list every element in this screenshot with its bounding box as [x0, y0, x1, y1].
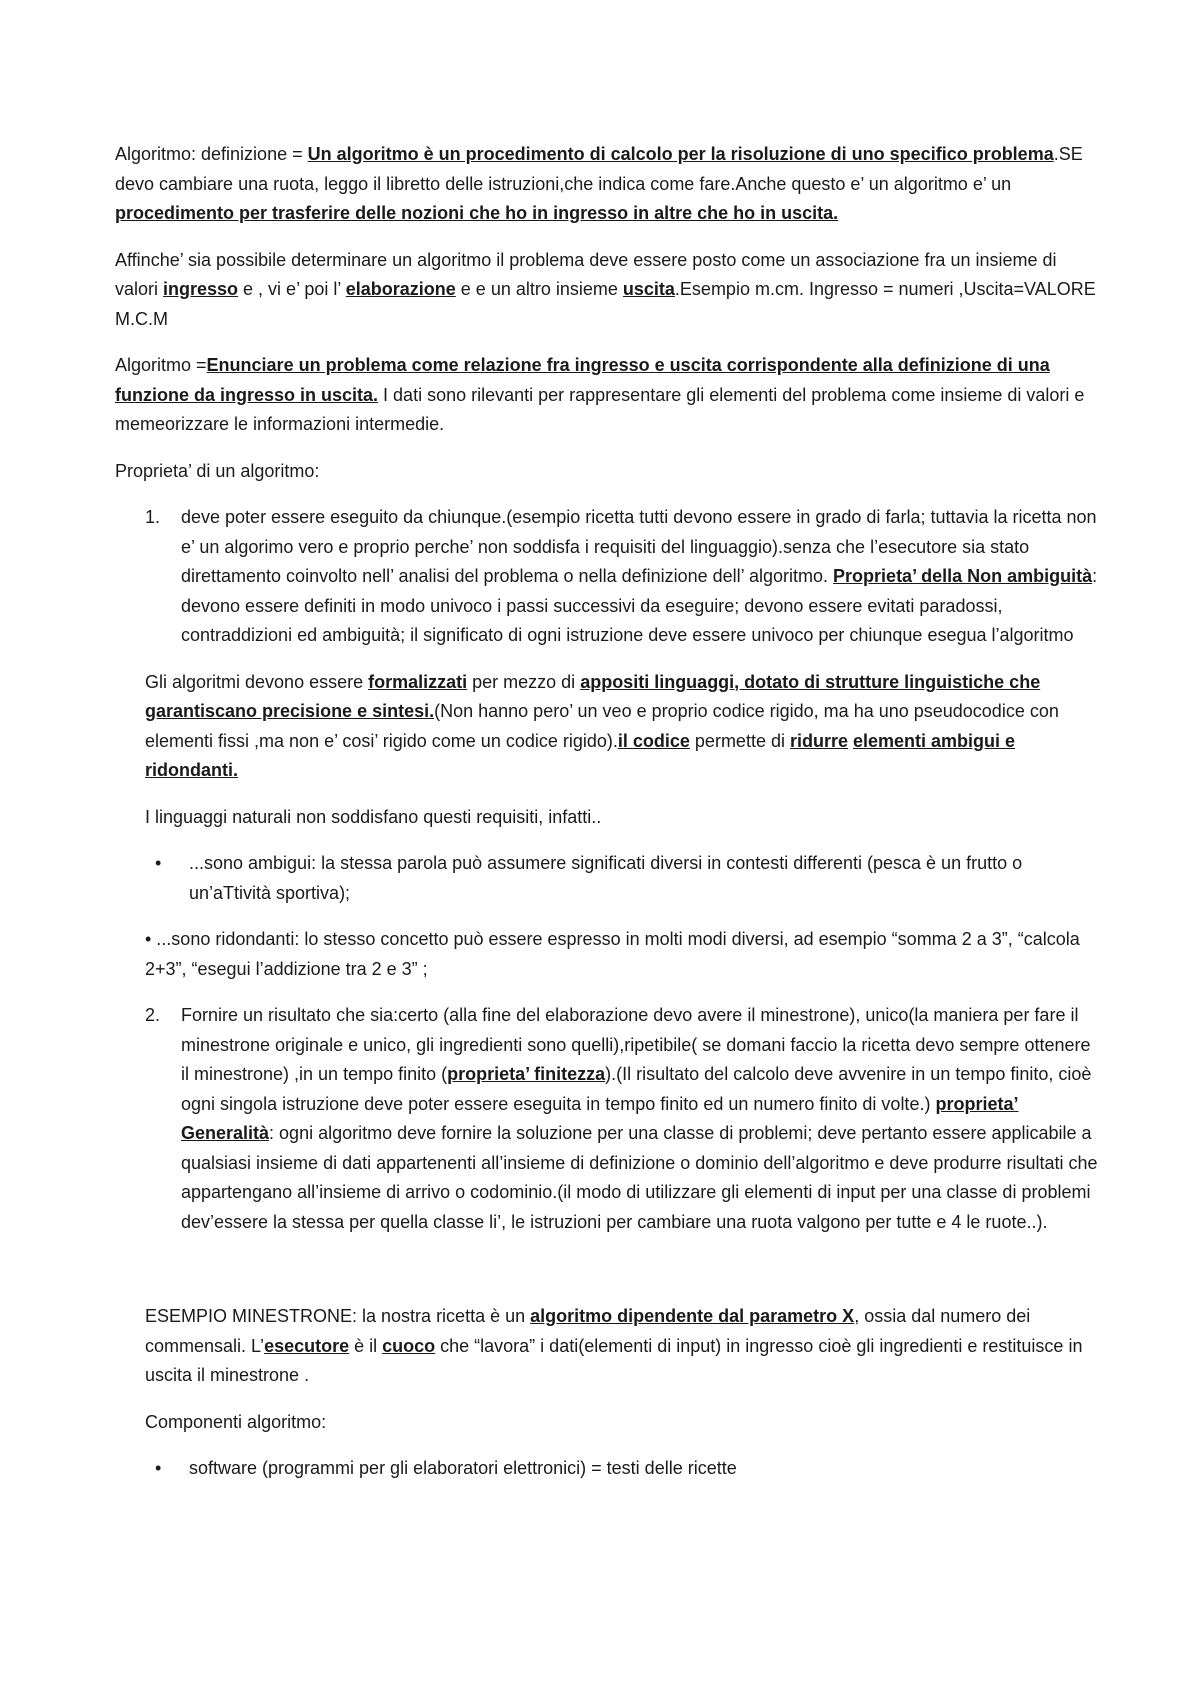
text: (Non hanno pero’ un veo e proprio codice rigido, ma ha uno pseudocodice con elementi fissi ,ma non e’ cosi’ rigido come un codice rigido). [145, 701, 1059, 751]
text: Algoritmo: definizione = [115, 144, 308, 164]
list-number: 1. [145, 507, 161, 527]
bullet-software [115, 1454, 1100, 1484]
text: deve poter essere eseguito da chiunque.(esempio ricetta tutti devono essere in grado di farla; tuttavia la ricetta non e’ un algorimo vero e proprio perche’ non soddisfa i requisiti del linguaggio).senza che l’esecutore sia stato direttamento coinvolto nell’ analisi del problema o nella definizione dell’ algoritmo. [181, 507, 1097, 586]
paragraph-redundant [115, 925, 1100, 984]
list-item-1 [115, 503, 1100, 651]
text: : devono essere definiti in modo univoco i passi successivi da eseguire; devono essere evitati paradossi, contraddizioni ed ambiguità; il significato di ogni istruzione deve essere univoco per chiunque esegua l’algoritmo [181, 566, 1098, 645]
paragraph-formalization [115, 668, 1100, 786]
text: che “lavora” i dati(elementi di input) in ingresso cioè gli ingredienti e restituisce in uscita il minestrone . [145, 1335, 1083, 1385]
bullet-icon: • [155, 853, 162, 873]
text: .Esempio m.cm. Ingresso = numeri ,Uscita=VALORE M.C.M [115, 279, 1096, 329]
emphasis: esecutore [264, 1335, 350, 1356]
paragraph-association [115, 246, 1100, 335]
list-number: 2. [145, 1005, 161, 1025]
emphasis: algoritmo dipendente dal parametro X [530, 1306, 855, 1326]
paragraph-natural-languages [115, 803, 1100, 833]
text: è il [349, 1335, 383, 1356]
bullet-ambiguous [115, 849, 1100, 908]
emphasis: elementi ambigui e ridondanti. [145, 730, 1016, 780]
paragraph-components-heading [115, 1408, 1100, 1438]
text: Gli algoritmi devono essere [145, 671, 369, 692]
list-item-text [181, 1001, 1100, 1237]
emphasis: Enunciare un problema come relazione fra ingresso e uscita corrispondente alla definizione di una funzione da ingresso in uscita. [115, 355, 1050, 405]
text: e , vi e’ poi l’ [238, 279, 346, 299]
emphasis: appositi linguaggi, dotato di strutture linguistiche che garantiscano precisione e sintesi. [145, 671, 1041, 721]
emphasis: elaborazione [345, 279, 456, 299]
spacer [115, 1254, 1100, 1302]
text: Fornire un risultato che sia:certo (alla fine del elaborazione devo avere il minestrone), unico(la maniera per fare il minestrone originale e unico, gli ingredienti sono quelli),ripetibile( se domani faccio la ricetta devo sempre ottenere il minestrone) ,in un tempo finito ( [181, 1005, 1091, 1084]
bullet-icon: • [155, 1458, 162, 1478]
text: , ossia dal numero dei commensali. L’ [145, 1306, 1031, 1356]
emphasis: ingresso [163, 279, 239, 299]
emphasis: ridurre [789, 730, 848, 751]
emphasis: Un algoritmo è un procedimento di calcolo per la risoluzione di uno specifico problema [307, 144, 1054, 164]
text: Affinche’ sia possibile determinare un algoritmo il problema deve essere posto come un associazione fra un insieme di valori [115, 249, 1057, 299]
emphasis: procedimento per trasferire delle nozioni che ho in ingresso in altre che ho in uscita. [115, 203, 839, 223]
text: I dati sono rilevanti per rappresentare gli elementi del problema come insieme di valori e memeorizzare le informazioni intermedie. [115, 384, 1085, 434]
text: Componenti algoritmo: [145, 1411, 327, 1432]
paragraph-minestrone-example [115, 1302, 1100, 1391]
text: • ...sono ridondanti: lo stesso concetto può essere espresso in molti modi diversi, ad esempio “somma 2 a 3”, “calcola 2+3”, “esegui l’addizione tra 2 e 3” ; [145, 929, 1080, 979]
emphasis: uscita [622, 279, 675, 299]
emphasis: formalizzati [368, 671, 468, 692]
list-item-text [181, 503, 1100, 651]
text: ESEMPIO MINESTRONE: la nostra ricetta è un [145, 1306, 531, 1326]
emphasis: Proprieta’ della Non ambiguità [833, 566, 1093, 586]
bullet-text: ...sono ambigui: la stessa parola può assumere significati diversi in contesti differenti (pesca è un frutto o un’aTtività sportiva); [189, 853, 1023, 903]
emphasis: proprieta’ Generalità [181, 1093, 1019, 1143]
text: Proprieta’ di un algoritmo: [115, 460, 320, 481]
emphasis: proprieta’ finitezza [447, 1064, 606, 1084]
emphasis: il codice [617, 730, 690, 751]
list-item-2 [115, 1001, 1100, 1237]
bullet-text: software (programmi per gli elaboratori elettronici) = testi delle ricette [189, 1458, 737, 1478]
text: : ogni algoritmo deve fornire la soluzione per una classe di problemi; deve pertanto essere applicabile a qualsiasi insieme di dati appartenenti all’insieme di definizione o dominio dell’algoritmo e deve produrre risultati che appartengano all’insieme di arrivo o codominio.(il modo di utilizzare gli elementi di input per una classe di problemi dev’essere la stessa per quella classe li’, le istruzioni per cambiare una ruota valgono per tutte e 4 le ruote..). [181, 1123, 1098, 1232]
emphasis: cuoco [382, 1335, 436, 1356]
text: I linguaggi naturali non soddisfano questi requisiti, infatti.. [145, 806, 602, 827]
text: e e un altro insieme [455, 279, 623, 299]
paragraph-properties-heading [115, 457, 1100, 487]
text: Algoritmo = [115, 355, 207, 375]
text: permette di [689, 730, 790, 751]
paragraph-relation [115, 351, 1100, 440]
text: per mezzo di [467, 671, 581, 692]
text: .SE devo cambiare una ruota, leggo il libretto delle istruzioni,che indica come fare.Anche questo e’ un algoritmo e’ un [115, 144, 1083, 194]
text: ).(Il risultato del calcolo deve avvenire in un tempo finito, cioè ogni singola istruzione deve poter essere eseguita in tempo finito ed un numero finito di volte.) [181, 1064, 1092, 1114]
paragraph-definition [115, 140, 1100, 229]
